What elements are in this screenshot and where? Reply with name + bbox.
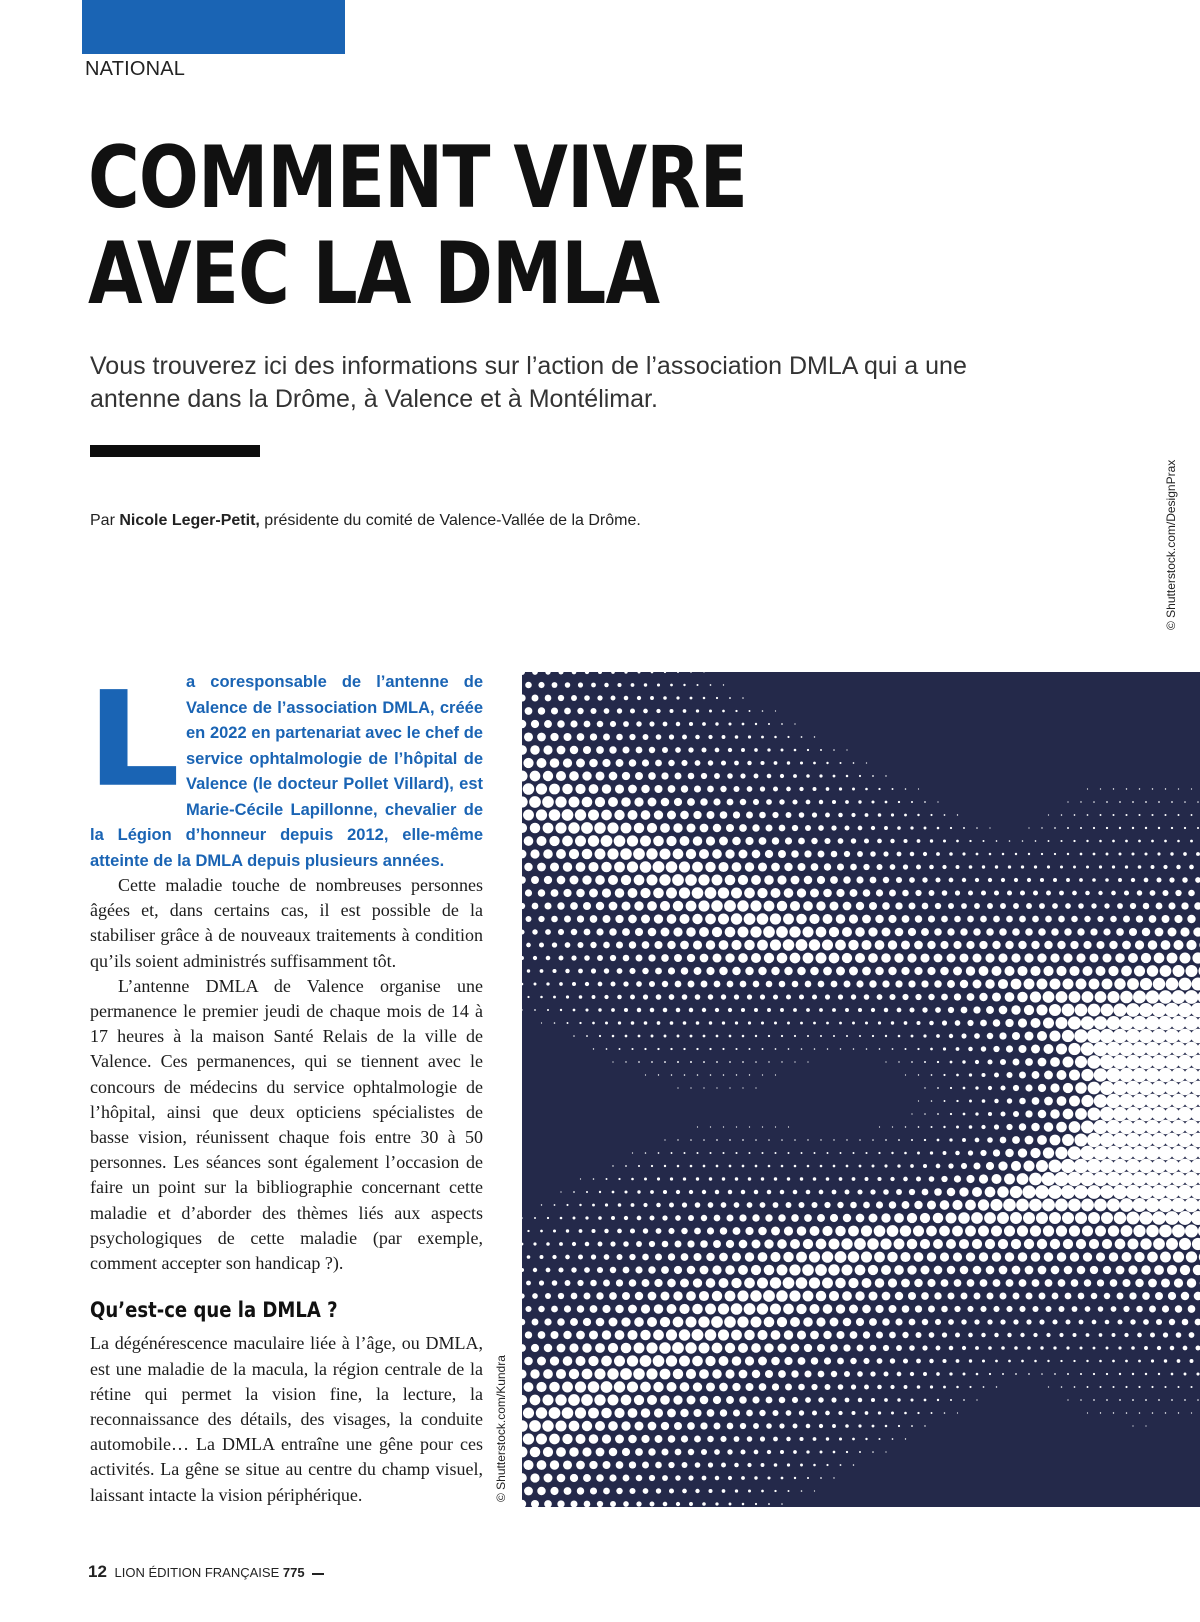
article-lead [90,670,483,874]
lead-text: a coresponsable de l’antenne de Valence de l’association DMLA, créée en 2022 en partenariat avec le chef de service ophtalmologie de l’hôpital de Valence (le docteur Pollet Villard), est Marie-Cécile Lapillonne, chevalier de la Légion d’honneur depuis 2012, elle-même atteinte de la DMLA depuis plusieurs années. [90,673,483,870]
article-deck: Vous trouverez ici des informations sur l’action de l’association DMLA qui a une antenne dans la Drôme, à Valence et à Montélimar. [90,352,967,413]
body-paragraph-1: Cette maladie touche de nombreuses personnes âgées et, dans certains cas, il est possible de la stabiliser grâce à de nouveaux traitements à condition qu’ils soient administrés suffisamment tôt. [90,875,483,971]
photo-credit-image: © Shutterstock.com/Kundra [494,1355,508,1502]
byline-prefix: Par [90,512,115,529]
halftone-pattern-icon [522,672,1200,1507]
page-number: 12 [88,1562,107,1581]
dropcap-letter: L [86,663,181,816]
body-paragraph-2: L’antenne DMLA de Valence organise une permanence le premier jeudi de chaque mois de 14 à 17 heures à la maison Santé Relais de la ville de Valence. Ces permanences, qui se tiennent avec le concours de médecins du service ophtalmologie de l’hôpital, ainsi que deux opticiens spécialistes de basse vision, réunissent chaque fois entre 30 à 50 personnes. Les séances sont également l’occasion de faire un point sur la bibliographie concernant cette maladie et d’aborder des thèmes liés aux aspects psychologiques de cette maladie (par exemple, comment accepter son handicap ?). [90,975,483,1274]
body-paragraph-3: La dégénérescence maculaire liée à l’âge, ou DMLA, est une maladie de la macula, la région centrale de la rétine qui permet la vision fine, la lecture, la reconnaissance des détails, des visages, la conduite automobile… La DMLA entraîne une gêne pour ces activités. La gêne se situe au centre du champ visuel, laissant intacte la vision périphérique. [90,1333,483,1505]
title-line-1: COMMENT VIVRE [88,128,748,228]
article-title [88,130,747,322]
publication-name: LION ÉDITION FRANÇAISE [114,1565,280,1580]
issue-number: 775 [282,1565,305,1580]
title-line-2: AVEC LA DMLA [88,224,660,324]
byline [90,512,641,530]
section-color-bar [82,0,345,54]
footer-dash [312,1573,324,1575]
photo-credit-top: © Shutterstock.com/DesignPrax [1164,459,1178,630]
section-label: NATIONAL [85,58,186,80]
byline-role: présidente du comité de Valence-Vallée de la Drôme. [264,512,641,529]
halftone-pattern-image [522,672,1200,1507]
deck-rule [90,445,260,457]
subhead: Qu’est-ce que la DMLA ? [90,1298,338,1323]
byline-author: Nicole Leger-Petit, [119,512,260,529]
page-footer [88,1562,324,1582]
article-body [90,873,483,1508]
